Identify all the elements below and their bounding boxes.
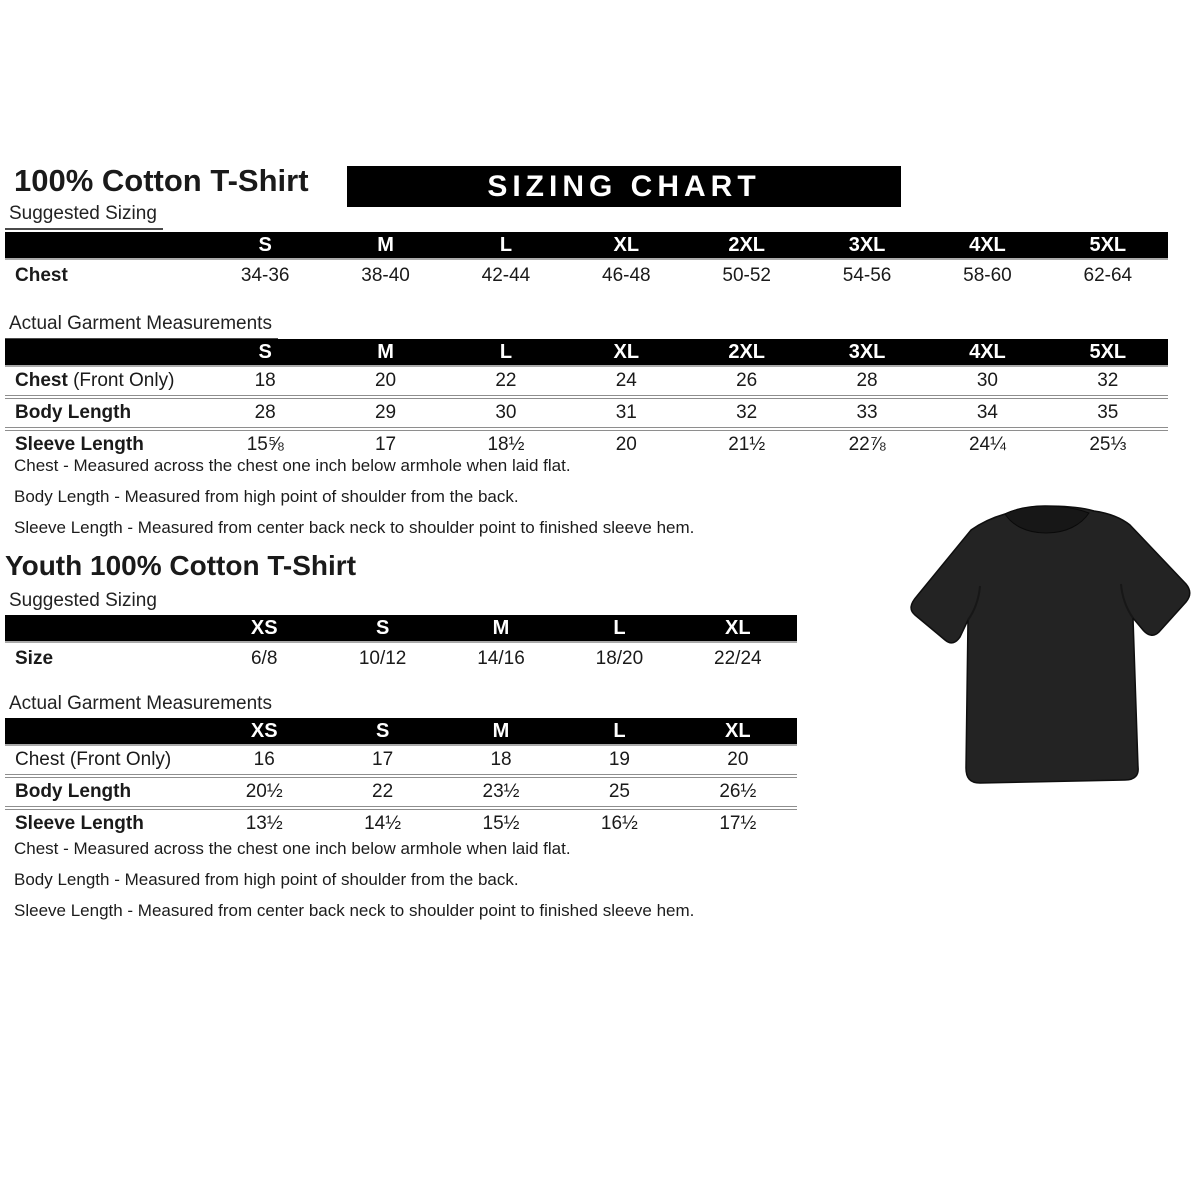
table-cell: XL: [725, 616, 751, 639]
table-row: [5, 365, 1168, 395]
table-cell: 21½: [728, 434, 766, 455]
tshirt-icon: [895, 490, 1195, 805]
table-cell: 20: [727, 749, 749, 770]
table-row: [5, 774, 797, 806]
row-label-text: Sleeve Length: [15, 434, 144, 455]
table-cell: S: [375, 719, 390, 742]
row-label: [5, 813, 205, 835]
adult-suggested-label: Suggested Sizing: [5, 203, 163, 230]
row-label-text: Body Length: [15, 781, 132, 802]
table-cell: 22: [372, 781, 394, 802]
table-cell: 22⅞: [848, 434, 886, 455]
table-cell: 31: [615, 402, 637, 423]
table-cell: 26½: [719, 781, 757, 802]
adult-measurement-notes: [14, 457, 814, 550]
table-cell: 26: [736, 370, 758, 391]
table-cell: 18½: [487, 434, 525, 455]
table-cell: 50-52: [722, 264, 771, 286]
note-chest: Chest - Measured across the chest one inch below armhole when laid flat.: [14, 839, 571, 858]
table-cell: 62-64: [1083, 264, 1133, 286]
table-cell: M: [377, 233, 394, 256]
table-cell: S: [375, 616, 390, 639]
header-cells: [205, 234, 1168, 257]
table-cell: M: [492, 616, 510, 639]
table-cell: XL: [725, 719, 751, 742]
note-sleeve-length: Sleeve Length - Measured from center back neck to shoulder point to finished sleeve hem.: [14, 901, 695, 920]
table-cell: 2XL: [728, 340, 766, 363]
row-cells: [205, 370, 1168, 392]
row-label: [5, 749, 205, 771]
table-cell: 6/8: [250, 647, 278, 669]
row-label: [5, 648, 205, 670]
table-cell: L: [613, 719, 626, 742]
table-cell: 18: [490, 749, 512, 770]
row-cells: [205, 402, 1168, 424]
table-cell: 3XL: [848, 340, 886, 363]
table-cell: 30: [495, 402, 517, 423]
row-label-text: Body Length: [15, 402, 132, 423]
table-cell: 14½: [364, 813, 402, 834]
table-cell: M: [377, 340, 394, 363]
table-cell: 28: [856, 370, 878, 391]
header-cells: [205, 720, 797, 743]
table-cell: 38-40: [361, 264, 410, 286]
youth-suggested-section-label-wrap: [5, 590, 163, 617]
table-cell: 3XL: [848, 233, 886, 256]
header-cells: [205, 341, 1168, 364]
table-cell: 30: [976, 370, 998, 391]
table-cell: 15⅝: [246, 434, 284, 455]
table-header-row: [5, 718, 797, 744]
youth-actual-section-label-wrap: [5, 693, 278, 720]
table-cell: 54-56: [842, 264, 892, 286]
youth-actual-table: [5, 718, 797, 838]
table-cell: 28: [254, 402, 276, 423]
row-cells: [205, 749, 797, 771]
table-cell: 46-48: [602, 264, 651, 286]
table-cell: S: [258, 340, 272, 363]
table-cell: 22: [495, 370, 517, 391]
table-cell: 14/16: [477, 647, 525, 669]
table-row: [5, 641, 797, 674]
note-body-length: Body Length - Measured from high point of shoulder from the back.: [14, 870, 519, 889]
row-cells: [205, 648, 797, 670]
table-cell: 20: [374, 370, 397, 391]
table-row: [5, 744, 797, 774]
table-cell: XS: [250, 719, 278, 742]
table-header-row: [5, 232, 1168, 258]
table-cell: 32: [1097, 370, 1119, 391]
row-label: [5, 265, 205, 287]
table-header-row: [5, 615, 797, 641]
table-cell: L: [499, 340, 513, 363]
table-cell: 22/24: [714, 647, 762, 669]
table-cell: 20: [615, 434, 637, 455]
table-cell: 20½: [245, 781, 283, 802]
table-cell: 4XL: [969, 340, 1006, 363]
youth-suggested-table: [5, 615, 797, 674]
table-cell: 18/20: [595, 647, 644, 669]
row-cells: [205, 781, 797, 803]
table-cell: 17½: [719, 813, 757, 834]
row-label: [5, 434, 205, 456]
row-cells: [205, 265, 1168, 287]
table-cell: 25⅓: [1089, 434, 1127, 455]
note-body-length: Body Length - Measured from high point of shoulder from the back.: [14, 487, 519, 506]
table-cell: 4XL: [969, 233, 1006, 256]
row-label-text: Size: [15, 647, 54, 669]
youth-title: Youth 100% Cotton T-Shirt: [5, 550, 357, 581]
table-cell: 16: [253, 749, 275, 770]
table-cell: XL: [613, 233, 640, 256]
row-label: [5, 781, 205, 803]
table-cell: 19: [608, 749, 630, 770]
table-cell: 23½: [482, 781, 520, 802]
table-cell: S: [258, 233, 272, 256]
note-sleeve-length: Sleeve Length - Measured from center back neck to shoulder point to finished sleeve hem.: [14, 518, 695, 537]
table-cell: XL: [613, 340, 640, 363]
table-cell: L: [499, 233, 513, 256]
row-label: [5, 370, 205, 392]
page-title: 100% Cotton T-Shirt: [14, 163, 309, 198]
table-cell: 24¼: [968, 434, 1006, 455]
youth-measurement-notes: [14, 840, 814, 933]
row-cells: [205, 434, 1168, 456]
table-cell: 15½: [482, 813, 520, 834]
sizing-chart-banner: SIZING CHART: [347, 166, 901, 207]
adult-actual-section-label-wrap: [5, 313, 278, 340]
row-label-text: Sleeve Length: [15, 813, 144, 834]
table-cell: 33: [856, 402, 878, 423]
table-cell: 34-36: [240, 264, 290, 286]
row-cells: [205, 813, 797, 835]
table-cell: 17: [372, 749, 394, 770]
table-cell: 5XL: [1089, 233, 1127, 256]
table-cell: 2XL: [728, 233, 766, 256]
table-cell: 35: [1097, 402, 1119, 423]
row-label-text: Chest: [15, 370, 68, 391]
adult-actual-label: Actual Garment Measurements: [5, 313, 278, 340]
table-cell: XS: [250, 616, 278, 639]
table-row: [5, 395, 1168, 427]
black-tshirt-image: [895, 490, 1195, 805]
table-cell: 16½: [600, 813, 638, 834]
table-cell: 24: [615, 370, 637, 391]
row-label-suffix: Chest (Front Only): [15, 749, 172, 770]
table-cell: 25: [608, 781, 630, 802]
table-cell: 5XL: [1089, 340, 1127, 363]
adult-suggested-table: [5, 232, 1168, 291]
header-cells: [205, 617, 797, 640]
table-cell: 29: [374, 402, 397, 423]
youth-actual-label: Actual Garment Measurements: [5, 693, 278, 720]
table-cell: 13½: [245, 813, 283, 834]
adult-suggested-section-label-wrap: [5, 203, 163, 230]
row-label: [5, 402, 205, 424]
table-cell: 18: [254, 370, 276, 391]
adult-actual-table: [5, 339, 1168, 459]
table-cell: M: [492, 719, 510, 742]
table-row: [5, 427, 1168, 459]
table-cell: 58-60: [963, 264, 1012, 286]
youth-suggested-label: Suggested Sizing: [5, 590, 163, 617]
row-label-suffix: (Front Only): [67, 370, 175, 391]
table-cell: 17: [374, 434, 397, 455]
table-cell: 34: [976, 402, 998, 423]
row-label-text: Chest: [15, 264, 68, 286]
table-header-row: [5, 339, 1168, 365]
table-row: [5, 806, 797, 838]
table-cell: 10/12: [358, 647, 407, 669]
table-row: [5, 258, 1168, 291]
table-cell: 32: [736, 402, 758, 423]
table-cell: L: [613, 616, 626, 639]
note-chest: Chest - Measured across the chest one inch below armhole when laid flat.: [14, 456, 571, 475]
table-cell: 42-44: [481, 264, 531, 286]
